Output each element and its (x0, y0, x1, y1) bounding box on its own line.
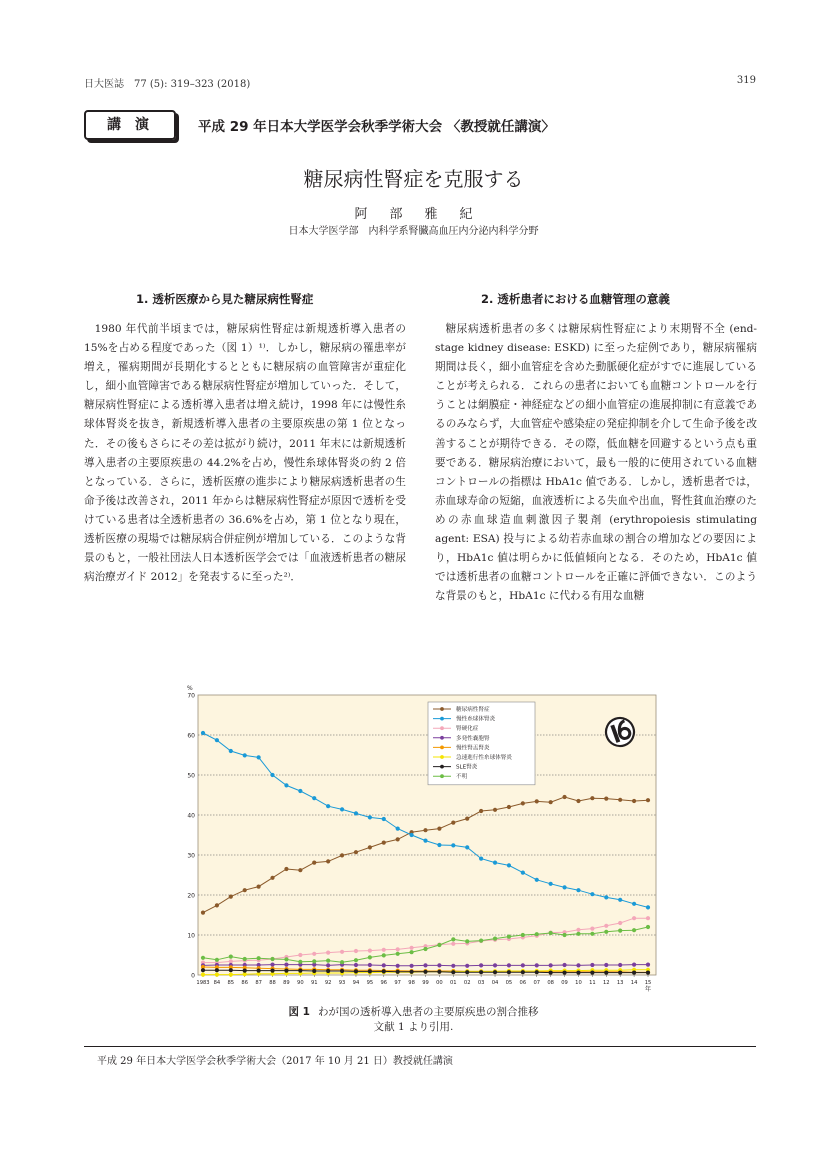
data-point (507, 963, 511, 967)
data-point (632, 928, 636, 932)
data-point (368, 969, 372, 973)
data-point (382, 948, 386, 952)
data-point (507, 970, 511, 974)
data-point (465, 964, 469, 968)
data-point (590, 971, 594, 975)
data-point (451, 821, 455, 825)
data-point (632, 902, 636, 906)
data-point (354, 811, 358, 815)
data-point (340, 960, 344, 964)
figure-caption-text: わが国の透析導入患者の主要原疾患の割合推移 (317, 1006, 539, 1018)
data-point (326, 959, 330, 963)
data-point (257, 956, 261, 960)
affiliation: 日本大学医学部 内科学系腎臓高血圧内分泌内科学分野 (288, 226, 539, 237)
data-point (409, 950, 413, 954)
data-point (326, 969, 330, 973)
data-point (229, 955, 233, 959)
x-tick-label: 86 (241, 980, 249, 986)
data-point (549, 882, 553, 886)
data-point (229, 973, 233, 977)
legend-swatch-marker (440, 736, 444, 740)
data-point (284, 969, 288, 973)
data-point (409, 964, 413, 968)
data-point (437, 843, 441, 847)
data-point (215, 968, 219, 972)
data-point (521, 871, 525, 875)
data-point (423, 970, 427, 974)
data-point (326, 859, 330, 863)
legend-swatch-marker (440, 765, 444, 769)
data-point (312, 796, 316, 800)
data-point (618, 921, 622, 925)
section-2-paragraph: 糖尿病透析患者の多くは糖尿病性腎症により末期腎不全 (end-stage kidney disease: ESKD) に至った症例であり，糖尿病罹病期間は長く，細小血管症を含めた動脈硬化症がすでに進展していることが考えられる．これらの患者においても血糖コントロールを行うことは網膜症・神経症などの細小血管症の進展抑制に有意義であるのみならず，大血管症や感染症の発症抑制を介して生命予後を改善することが期待できる．その際，低血糖を回避するという点も重要である．糖尿病治療において，最も一般的に使用されている血糖コントロールの指標は HbA1c 値である．しかし，透析患者では，赤血球寿命の短縮，血液透析による失血や出血，腎性貧血治療のための赤血球造血刺激因子製剤 (erythropoiesis stimulating agent: ESA) 投与による幼若赤血球の割合の増加などの要因により，HbA1c 値は明らかに低値傾向となる．そのため，HbA1c 値では透析患者の血糖コントロールを正確に評価できない．このような背景のもと，HbA1c に代わる有用な血糖 (435, 323, 757, 603)
data-point (215, 958, 219, 962)
data-point (576, 799, 580, 803)
data-point (493, 937, 497, 941)
data-point (382, 963, 386, 967)
data-point (270, 963, 274, 967)
data-point (368, 815, 372, 819)
x-tick-label: 98 (408, 980, 415, 986)
data-point (479, 963, 483, 967)
figure-1-chart (182, 682, 662, 1002)
section-1-body (84, 320, 406, 587)
x-tick-label: 89 (283, 980, 290, 986)
data-point (326, 963, 330, 967)
author: 阿部雅紀 (354, 207, 495, 222)
data-point (243, 957, 247, 961)
data-point (590, 963, 594, 967)
data-point (521, 801, 525, 805)
data-point (646, 916, 650, 920)
x-tick-label: 1983 (196, 980, 210, 986)
data-point (382, 969, 386, 973)
legend-entry: 急速進行性糸球体腎炎 (456, 755, 512, 761)
data-point (423, 963, 427, 967)
x-tick-label: 04 (491, 980, 499, 986)
data-point (479, 970, 483, 974)
data-point (618, 898, 622, 902)
x-tick-label: 96 (380, 980, 388, 986)
journal-citation: 日大医誌 77 (5): 319–323 (2018) (84, 79, 251, 90)
x-tick-label: 00 (436, 980, 443, 986)
data-point (618, 963, 622, 967)
data-point (562, 963, 566, 967)
data-point (521, 970, 525, 974)
data-point (423, 947, 427, 951)
data-point (451, 942, 455, 946)
data-point (451, 937, 455, 941)
data-point (201, 731, 205, 735)
data-point (590, 892, 594, 896)
data-point (423, 839, 427, 843)
data-point (549, 971, 553, 975)
data-point (576, 963, 580, 967)
data-point (354, 969, 358, 973)
data-point (326, 951, 330, 955)
data-point (257, 969, 261, 973)
legend-entry: 慢性腎盂腎炎 (456, 745, 490, 752)
figure-caption (0, 1004, 827, 1019)
plot-area (198, 695, 656, 975)
data-point (298, 868, 302, 872)
y-tick-label: 30 (187, 852, 195, 860)
data-point (312, 969, 316, 973)
data-point (298, 953, 302, 957)
data-point (549, 931, 553, 935)
data-point (618, 798, 622, 802)
article-title: 糖尿病性腎症を克服する (303, 167, 524, 191)
section-1-paragraph: 1980 年代前半頃までは，糖尿病性腎症は新規透析導入患者の 15%を占める程度であった（図 1）¹⁾．しかし，糖尿病の罹患率が増え，罹病期間が長期化するとともに糖尿病の血管障害が重症化し，細小血管障害である糖尿病性腎症が増加していった．そして，糖尿病性腎症による透析導入患者は増え続け，1998 年には慢性糸球体腎炎を抜き，新規透析導入患者の主要原疾患の第 1 位となった．その後もさらにその差は拡がり続け，2011 年末には新規透析導入患者の主要原疾患の 44.2%を占め，慢性糸球体腎炎の約 2 倍となっている．さらに，透析医療の進歩により糖尿病透析患者の生命予後は改善され，2011 年からは糖尿病性腎症が原因で透析を受けている患者は全透析患者の 36.6%を占め，第 1 位となり現在，透析医療の現場では糖尿病合併症例が増加している．このような背景のもと，一般社団法人日本透析医学会では「血液透析患者の糖尿病治療ガイド 2012」を発表するに至った²⁾． (84, 323, 406, 584)
data-point (576, 932, 580, 936)
data-point (479, 939, 483, 943)
legend-entry: 腎硬化症 (456, 726, 479, 733)
data-point (493, 861, 497, 865)
data-point (437, 943, 441, 947)
data-point (646, 798, 650, 802)
x-tick-label: 91 (310, 980, 318, 986)
page-number: 319 (736, 75, 756, 86)
data-point (409, 946, 413, 950)
data-point (451, 843, 455, 847)
data-point (284, 963, 288, 967)
data-point (243, 972, 247, 976)
data-point (354, 949, 358, 953)
legend-swatch-marker (440, 746, 444, 750)
data-point (396, 827, 400, 831)
legend-swatch-marker (440, 707, 444, 711)
data-point (312, 861, 316, 865)
y-tick-label: 20 (187, 892, 195, 900)
data-point (562, 795, 566, 799)
x-tick-label: 90 (297, 980, 304, 986)
data-point (298, 789, 302, 793)
x-tick-label: 94 (352, 980, 360, 986)
x-tick-label: 14 (630, 980, 638, 986)
data-point (354, 963, 358, 967)
data-point (479, 857, 483, 861)
data-point (465, 970, 469, 974)
data-point (493, 963, 497, 967)
lecture-title: 平成 29 年日本大学医学会秋季学術大会 〈教授就任講演〉 (198, 119, 555, 135)
data-point (396, 952, 400, 956)
data-point (479, 809, 483, 813)
data-point (368, 845, 372, 849)
data-point (340, 853, 344, 857)
data-point (632, 963, 636, 967)
x-tick-label: 84 (213, 980, 221, 986)
data-point (201, 973, 205, 977)
y-tick-label: 50 (187, 772, 195, 780)
x-tick-label: 13 (616, 980, 624, 986)
data-point (257, 755, 261, 759)
y-tick-label: 40 (187, 812, 195, 820)
data-point (270, 957, 274, 961)
data-point (535, 932, 539, 936)
data-point (270, 773, 274, 777)
data-point (437, 827, 441, 831)
data-point (562, 971, 566, 975)
x-tick-label: 05 (505, 980, 513, 986)
data-point (562, 933, 566, 937)
x-tick-label: 10 (575, 980, 582, 986)
data-point (243, 969, 247, 973)
data-point (396, 837, 400, 841)
data-point (284, 783, 288, 787)
data-point (465, 817, 469, 821)
data-point (576, 971, 580, 975)
data-point (229, 749, 233, 753)
data-point (368, 963, 372, 967)
data-point (312, 952, 316, 956)
data-point (201, 956, 205, 960)
data-point (396, 964, 400, 968)
data-point (340, 807, 344, 811)
data-point (521, 963, 525, 967)
y-tick-label: 10 (187, 932, 195, 940)
x-tick-label: 01 (450, 980, 457, 986)
data-point (646, 905, 650, 909)
data-point (535, 963, 539, 967)
data-point (493, 808, 497, 812)
data-point (646, 925, 650, 929)
data-point (382, 953, 386, 957)
data-point (229, 968, 233, 972)
data-point (576, 928, 580, 932)
data-point (229, 959, 233, 963)
data-point (521, 933, 525, 937)
data-point (354, 850, 358, 854)
x-tick-label: 11 (589, 980, 596, 986)
data-point (270, 969, 274, 973)
data-point (340, 969, 344, 973)
data-point (340, 950, 344, 954)
data-point (201, 968, 205, 972)
x-tick-label: 06 (519, 980, 527, 986)
data-point (298, 969, 302, 973)
data-point (243, 888, 247, 892)
data-point (409, 833, 413, 837)
legend-entry: 多発性嚢胞腎 (456, 735, 490, 742)
data-point (465, 845, 469, 849)
x-tick-label: 92 (324, 980, 332, 986)
data-point (201, 911, 205, 915)
x-tick-label: 02 (463, 980, 471, 986)
figure-source: 文献 1 より引用. (373, 1021, 454, 1033)
data-point (604, 963, 608, 967)
section-2-body (435, 320, 757, 606)
data-point (590, 796, 594, 800)
data-point (382, 817, 386, 821)
y-tick-label: 0 (191, 972, 195, 980)
data-point (507, 805, 511, 809)
data-point (368, 949, 372, 953)
data-point (562, 885, 566, 889)
data-point (368, 955, 372, 959)
data-point (535, 878, 539, 882)
data-point (326, 804, 330, 808)
data-point (576, 888, 580, 892)
x-tick-label: 12 (602, 980, 610, 986)
data-point (298, 960, 302, 964)
x-tick-label: 09 (561, 980, 568, 986)
x-tick-label: 99 (422, 980, 429, 986)
data-point (507, 863, 511, 867)
data-point (549, 800, 553, 804)
legend-swatch-marker (440, 726, 444, 730)
data-point (618, 929, 622, 933)
footer-divider (84, 1046, 756, 1047)
data-point (646, 971, 650, 975)
legend-swatch-marker (440, 774, 444, 778)
data-point (535, 799, 539, 803)
x-tick-label: 88 (269, 980, 276, 986)
data-point (382, 841, 386, 845)
data-point (618, 971, 622, 975)
x-tick-label: 08 (547, 980, 554, 986)
data-point (257, 885, 261, 889)
x-tick-label: 97 (394, 980, 401, 986)
data-point (270, 876, 274, 880)
x-tick-label: 07 (533, 980, 541, 986)
data-point (215, 903, 219, 907)
data-point (604, 924, 608, 928)
legend-entry: 不明 (456, 774, 468, 781)
data-point (590, 927, 594, 931)
x-tick-label: 15 (644, 980, 652, 986)
data-point (535, 970, 539, 974)
data-point (549, 963, 553, 967)
data-point (284, 957, 288, 961)
y-axis-label: % (187, 685, 193, 692)
data-point (451, 964, 455, 968)
x-tick-label: 85 (227, 980, 235, 986)
data-point (396, 947, 400, 951)
data-point (465, 939, 469, 943)
x-axis-label: 年 (644, 986, 652, 993)
data-point (590, 932, 594, 936)
data-point (632, 799, 636, 803)
data-point (354, 958, 358, 962)
data-point (507, 935, 511, 939)
data-point (632, 916, 636, 920)
data-point (423, 828, 427, 832)
y-tick-label: 70 (187, 692, 195, 700)
data-point (604, 895, 608, 899)
figure-caption-label: 図 1 (288, 1006, 310, 1018)
data-point (215, 738, 219, 742)
legend-swatch-marker (440, 717, 444, 721)
legend-entry: SLE腎炎 (456, 764, 478, 771)
data-point (396, 970, 400, 974)
data-point (437, 963, 441, 967)
data-point (284, 867, 288, 871)
footer-note: 平成 29 年日本大学医学会秋季学術大会（2017 年 10 月 21 日）教授就任講演 (97, 1056, 453, 1067)
x-tick-label: 87 (255, 980, 262, 986)
data-point (243, 753, 247, 757)
y-tick-label: 60 (187, 732, 195, 740)
data-point (451, 970, 455, 974)
x-tick-label: 95 (366, 980, 374, 986)
x-tick-label: 03 (477, 980, 485, 986)
legend-box (428, 702, 535, 785)
x-tick-label: 93 (338, 980, 346, 986)
data-point (604, 971, 608, 975)
data-point (215, 973, 219, 977)
legend-swatch-marker (440, 755, 444, 759)
data-point (604, 930, 608, 934)
section-1-heading: 1. 透析医療から見た糖尿病性腎症 (136, 292, 314, 306)
data-point (632, 971, 636, 975)
legend-entry: 糖尿病性腎症 (456, 707, 490, 713)
section-2-heading: 2. 透析患者における血糖管理の意義 (481, 292, 670, 306)
lecture-badge: 講演 (84, 110, 176, 140)
data-point (409, 970, 413, 974)
data-point (493, 970, 497, 974)
data-point (604, 797, 608, 801)
data-point (646, 963, 650, 967)
data-point (229, 895, 233, 899)
data-point (437, 970, 441, 974)
legend-entry: 慢性糸球体腎炎 (456, 716, 496, 723)
data-point (312, 959, 316, 963)
